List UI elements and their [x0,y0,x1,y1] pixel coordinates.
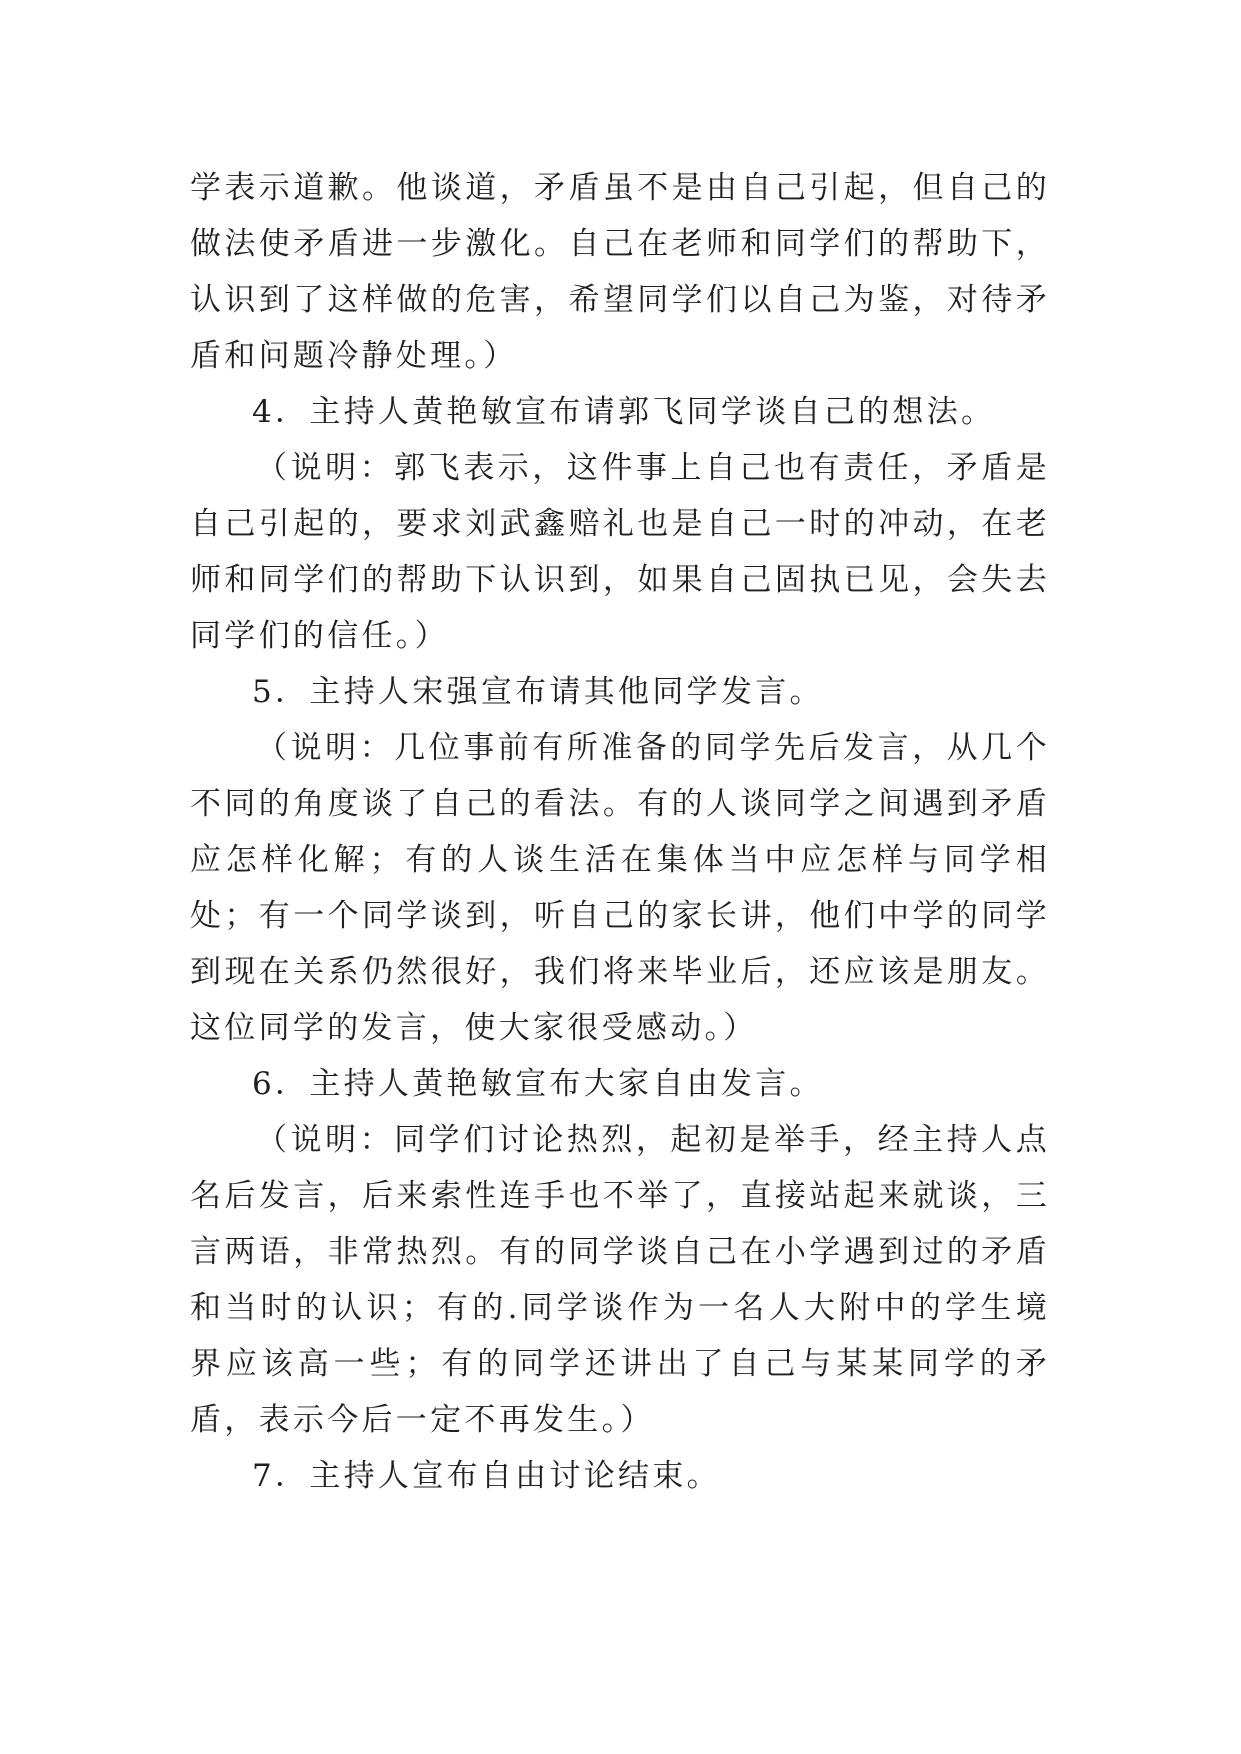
paragraph-item-5: 5．主持人宋强宣布请其他同学发言。 [252,674,824,710]
paragraph-item-6: 6．主持人黄艳敏宣布大家自由发言。 [252,1066,824,1102]
paragraph-item-7: 7．主持人宣布自由讨论结束。 [252,1458,721,1494]
paragraph-item-4: 4．主持人黄艳敏宣布请郭飞同学谈自己的想法。 [252,394,996,430]
document-body [190,160,1050,1504]
paragraph-note-other-students: （说明：几位事前有所准备的同学先后发言，从几个不同的角度谈了自己的看法。有的人谈同学之间遇到矛盾应怎样化解；有的人谈生活在集体当中应怎样与同学相处；有一个同学谈到，听自己的家长讲，他们中学的同学到现在关系仍然很好，我们将来毕业后，还应该是朋友。这位同学的发言，使大家很受感动。） [190,730,1050,1046]
paragraph-apology-continued: 学表示道歉。他谈道，矛盾虽不是由自己引起，但自己的做法使矛盾进一步激化。自己在老师和同学们的帮助下，认识到了这样做的危害，希望同学们以自己为鉴，对待矛盾和问题冷静处理。） [190,170,1050,374]
paragraph-note-free-discussion: （说明：同学们讨论热烈，起初是举手，经主持人点名后发言，后来索性连手也不举了，直接站起来就谈，三言两语，非常热烈。有的同学谈自己在小学遇到过的矛盾和当时的认识；有的.同学谈作为一名人大附中的学生境界应该高一些；有的同学还讲出了自己与某某同学的矛盾，表示今后一定不再发生。） [190,1122,1050,1438]
paragraph-note-guo-fei: （说明：郭飞表示，这件事上自己也有责任，矛盾是自己引起的，要求刘武鑫赔礼也是自己一时的冲动，在老师和同学们的帮助下认识到，如果自己固执已见，会失去同学们的信任。） [190,450,1050,654]
